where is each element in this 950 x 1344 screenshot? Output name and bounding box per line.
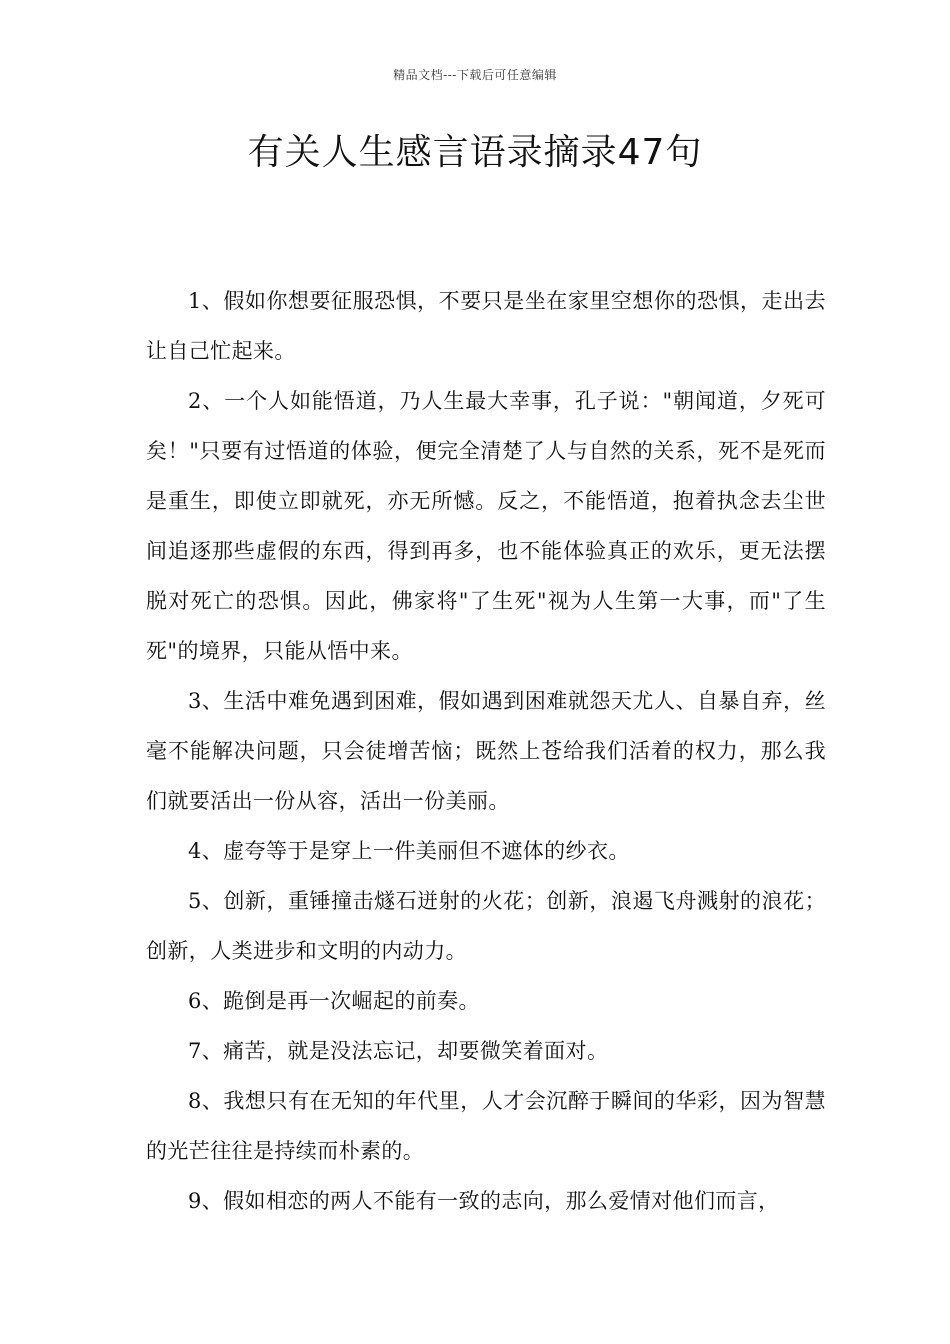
- header-note: 精品文档---下载后可任意编辑: [393, 68, 557, 82]
- paragraph: 8、我想只有在无知的年代里，人才会沉醉于瞬间的华彩，因为智慧的光芒往往是持续而朴素的。: [146, 1089, 826, 1163]
- paragraph: 4、虚夸等于是穿上一件美丽但不遮体的纱衣。: [188, 839, 630, 863]
- paragraph: 3、生活中难免遇到困难，假如遇到困难就怨天尤人、自暴自弃，丝毫不能解决问题，只会徒增苦恼；既然上苍给我们活着的权力，那么我们就要活出一份从容，活出一份美丽。: [146, 689, 826, 813]
- paragraph: 5、创新，重锤撞击燧石迸射的火花；创新，浪遏飞舟溅射的浪花；创新，人类进步和文明的内动力。: [146, 889, 826, 963]
- paragraph: 2、一个人如能悟道，乃人生最大幸事，孔子说："朝闻道，夕死可矣！"只要有过悟道的体验，便完全清楚了人与自然的关系，死不是死而是重生，即使立即就死，亦无所憾。反之，不能悟道，抱着执念去尘世间追逐那些虚假的东西，得到再多，也不能体验真正的欢乐，更无法摆脱对死亡的恐惧。因此，佛家将"了生死"视为人生第一大事，而"了生死"的境界，只能从悟中来。: [146, 389, 826, 663]
- document-body: [146, 276, 826, 1226]
- paragraph: 1、假如你想要征服恐惧，不要只是坐在家里空想你的恐惧，走出去让自己忙起来。: [146, 289, 826, 363]
- document-title: 有关人生感言语录摘录47句: [247, 132, 703, 173]
- paragraph: 9、假如相恋的两人不能有一致的志向，那么爱情对他们而言，: [188, 1189, 780, 1213]
- paragraph: 6、跪倒是再一次崛起的前奏。: [188, 989, 480, 1013]
- paragraph: 7、痛苦，就是没法忘记，却要微笑着面对。: [188, 1039, 609, 1063]
